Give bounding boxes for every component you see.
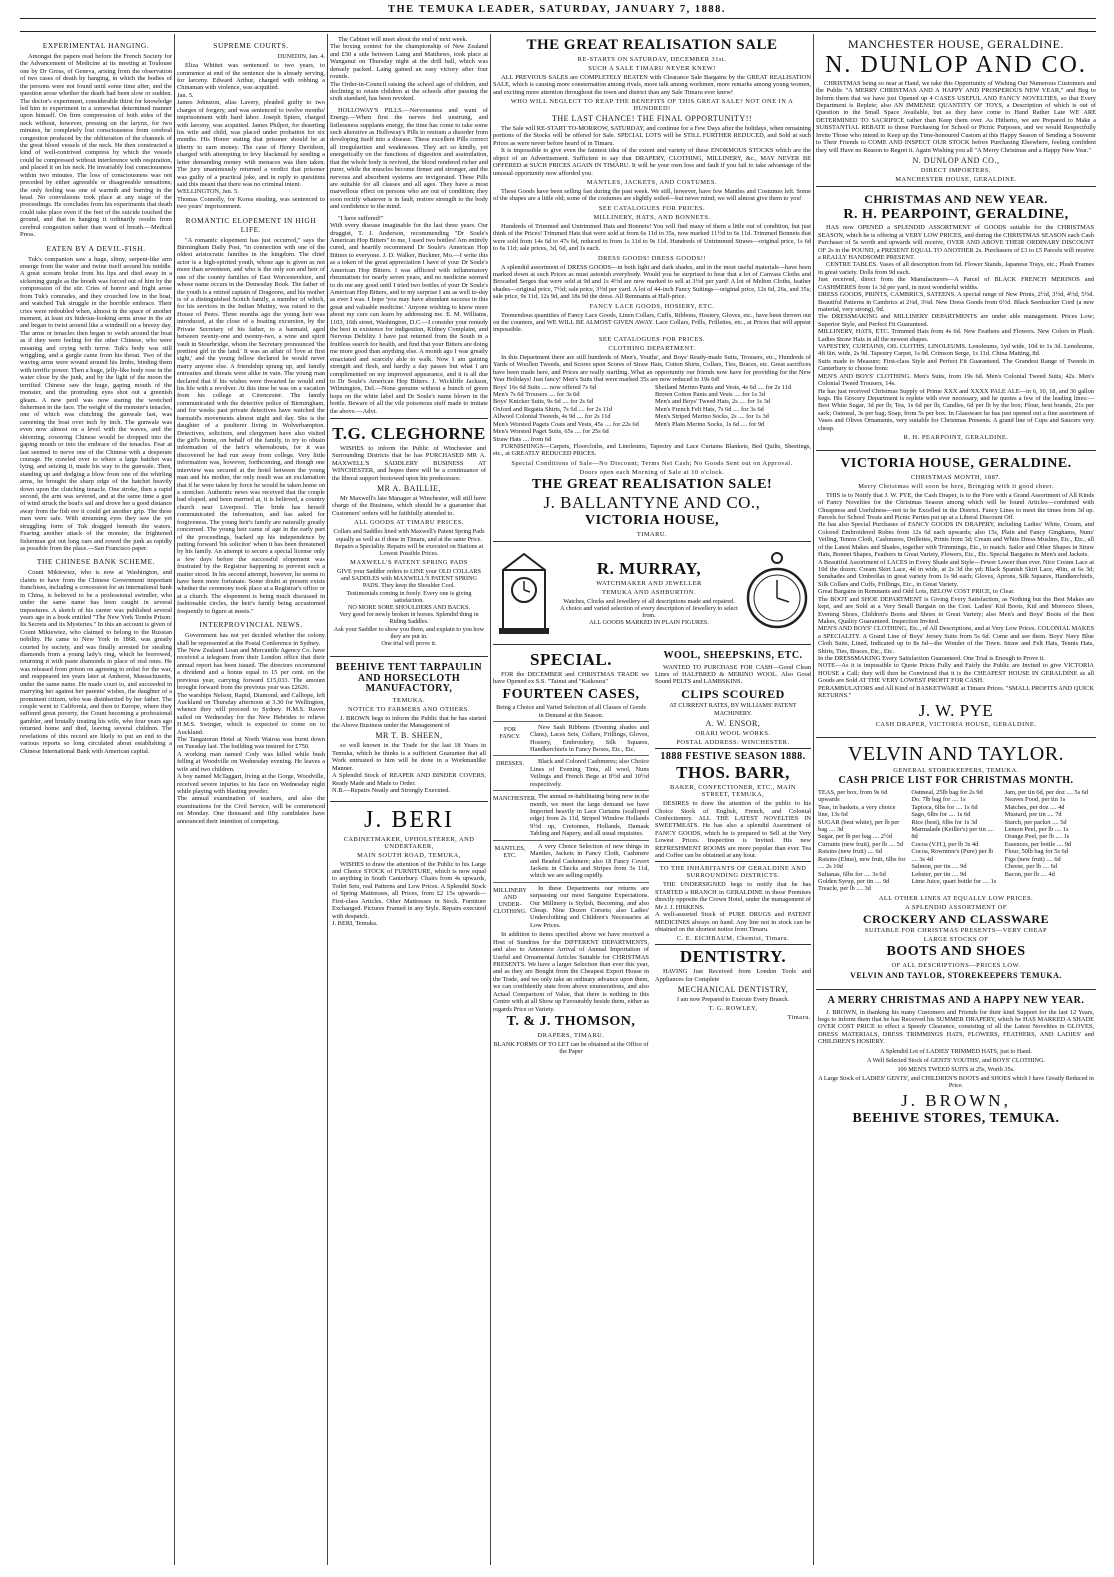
price-item: Men's Worsted Paget Suits, 65s .... for 25s 6d [493,428,609,436]
dateline: DUNEDIN, Jan. 4. [277,53,325,60]
advert-line: Doors open each Morning of Sale at 10 o'clock. [579,468,725,476]
advert-line: OF ALL DESCRIPTIONS—PRICES LOW. [891,962,1021,970]
article-body: Government has not yet decided whether the colony shall be represented at the Postal Conference in Sydney. The New Zealand Loan and Mercantile Agency Co. have received a telegram from their London office that their annual report has been issued. The directors recommend a dividend and a bonus equal to 15 per cent. on the previous year, carrying forward £15,033. The amount brought forward from the previous year was £2626. The warships Nelson, Rapid, Diamond, and Calliope, left Auckland on Thursday afternoon at 3.30 for Wellington, whence they will proceed to Sydney. H.M.S. Raven sailed on Wednesday for the New Hebrides to relieve H.M.S. Swinger, which is expected to come on to Auckland. The Tangatoran Hotel at North Wairoa was burnt down on Tuesday last. The building was insured for £750. A working man named Cody was killed while bush felling at Woodville on Wednesday evening. He leaves a wife and two children. A boy named McTaggart, living at the Gorge, Woodville, received severe injuries to his face on Wednesday night while playing with blasting powder. The annual examination of teachers, and also the examinations for the Civil Service, will be commenced on Monday. One thousand and fifty candidates have announced their intention of competing. [177,632,325,825]
clock-icon [495,550,553,636]
department-row [493,755,649,790]
price-list-left [493,384,649,443]
murray-illustrations [495,550,809,636]
advert-line: BAKER, CONFECTIONER, ETC., MAIN STREET, TEMUKA, [669,784,797,799]
price-item: Starch, per packet .... 5d [1004,818,1067,826]
advert-text: THIS is to Notify that J. W. PYE, the Cash Draper, is to the Fore with a Grand Assortment of All Kinds of Fancy Novelties for the Christmas Season among which will be found Articles—combined with Cheapness and Usefulness—not to be Excelled in the District. Fancy Lines to meet the times from 3d up. Parcels for School Treats and Picnic Parties put up at a Liberal Discount Off. He has also Special Purchases of FANCY GOODS IN DRAPERY, including Ladies' White, Cream, and Colored Embroidered Robes from 12s 6d each upwards; also 15s, Plain and Fancy Ginghams, Nuns' Veiling, Tennis Cloth, Cashmeres, Drillettes, Prints from 3d; Cream and White Dress Muslins, Etc., Etc., all of the Latest Makes and Shades, together with Trimmings, Etc., to match. Sailor and Other Shapes in Straw Hats, Bonnet Shapes, Feathers in Great Variety, Flowers, Etc., Etc. Special Bargains in Men's and Jackets. A Beautiful Assortment of LACES in Every Shade and Style—Fewer Lower than ever. Nice Cream Lace at 10d the dozen; Cream Skirt Lace, 4d in wide, at 2s 3d the yd; Black Spanish Skirt Lace, 40in, at 6s 3d; Sunshades and Umbrellas in great variety from 1s 9d each; Gloves, Aprons, Silk Squares, Handkerchiefs, Silk Collars and Cuffs, Frillings, Etc., in Great Variety. Great Bargains in Remnants and Odd Lots, BELOW COST PRICE, to Clear. The BOOT and SHOE DEPARTMENT is Giving Every Satisfaction, as Nothing but the Best Makes are kept, and are Sold at a Very Small Bargain on the Cost. Ladies' Kid Boots, Kid and Morocco Shoes, Evening Shoes, Children's Boots and Shoes in Great Variety; also Men's and Boys' Boots of the Best Makes, Quality Guaranteed. Inspection Invited. MEN'S AND BOYS' CLOTHING, Etc., of All Descriptions, and at Very Low Prices. COLONIAL MAKES a SPECIALITY. A Grand Line of Boys' Jersey Suits from 5s 6d. Come and see them. Boys' Navy Blue Cloth Suits, Lined, Indicated up to 8s 6d—the Wonder of the Town. Straw and Felt Hats, Tennis Hats, Shirts, Ties, Braces, Etc., Etc. In the DRESSMAKING Every Satisfaction Guaranteed. One Trial is Enough to Prove it. NOTE—As it is impossible to Quote Prices Fully and Fairly the Public are Invited to give VICTORIA HOUSE a Call; they will then be Convinced that it is the CHEAPEST HOUSE IN GERALDINE as all Goods are Sold AT THE VERY LOWEST PROFIT FOR CASH. PERAMBULATORS and All Kind of BASKETWARE at Timaru Prices. "SMALL PROFITS AND QUICK RETURNS." [818,491,1094,700]
price-item: Men's Worsted Pagets Coats and Vests, 45s .... for 22s 6d [493,420,639,428]
advert-title: FOURTEEN CASES, [502,686,640,702]
pocket-watch-icon [745,550,809,636]
advert-text: 100 MEN'S TWEED SUITS at 25s, Worth 35s. [897,1066,1015,1074]
advert-title: 1888 FESTIVE SEASON 1888. [655,748,811,763]
advert-title: J. BERI [363,807,454,834]
price-item: Matches, per doz .... 4d [1004,803,1065,811]
advert-line: ALL OTHER LINES AT EQUALLY LOW PRICES. [878,894,1034,902]
price-list [818,789,1094,893]
advert-text: FURNISHINGS—Carpets, Floorcloths, and Linoleums, Tapestry and Lace Curtains Blankets, Bed Quilts, Sheetings, etc., at GREATLY REDUCED PRICES. [493,442,811,458]
advert-title: BEEHIVE STORES, TEMUKA. [852,1110,1060,1126]
advert-line: SEE CATALOGUES FOR PRICES. [598,335,706,343]
article-title: INTERPROVINCIAL NEWS. [199,620,303,630]
lower-adverts [493,644,811,1057]
advert-title: MR A. BAILLIE, [377,484,441,494]
advert-title: THE GREAT REALISATION SALE! [531,476,773,492]
advert-title: WOOL, SHEEPSKINS, ETC. [663,650,803,661]
advert-text: ALL PREVIOUS SALES are COMPLETELY BEATEN with Clearance Sale Bargains by the GREAT REALISATION SALE, which is causing more consternation among rivals, more talk among workmen, more remarks among young women, and exciting more attention throughout the town and district than any Sale Timaru ever knew! [493,73,811,96]
column-5 [816,36,1096,1563]
price-item: Men's Plain Merino Socks, 1s 6d .... for 9d [655,420,765,428]
advert-text: HAS now OPENED a SPLENDID ASSORTMENT of GOODS suitable for the CHRISTMAS SEASON, which he is offering at VERY LOW PRICES, and during the CHRISTMAS SEASON each Cash Purchaser of 5s worth and upwards will receive, OVER AND ABOVE THEIR ORDINARY DISCOUNT OF 2s in the POUND, a PRESENT EQUAL TO ANOTHER 2s. Purchasers of £3 to £5 Parcels will receive a REALLY HANDSOME PRESENT. [818,224,1094,261]
advert-line: CASH DRAPER, VICTORIA HOUSE, GERALDINE. [875,721,1037,729]
article-title: EATEN BY A DEVIL-FISH. [46,243,146,253]
price-item: Raisins (Elme), new fruit, 6lbs for .... 2s 10d [818,855,906,871]
price-list-column [911,789,1000,893]
advert-subhead: CLOTHING DEPARTMENT. [608,344,696,352]
price-item: Flour, 50lb bag for 5s 6d [1004,848,1068,856]
price-item: Teas, in baskets, a very choice line, 13s 6d [818,803,896,819]
advert-line: MAIN SOUTH ROAD, TEMUKA, [357,851,461,859]
price-list-right [655,384,811,443]
article-title: EXPERIMENTAL HANGING. [42,41,150,50]
right-adverts [655,649,811,1057]
advert-line: TEMUKA AND ASHBURTON. [602,588,696,596]
advert-signature: VELVIN AND TAYLOR, STOREKEEPERS TEMUKA. [850,971,1062,981]
advert-line: TEMUKA. [392,696,426,704]
advert-line: DRAPERS, TIMARU. [537,1031,605,1039]
advert-text: CENTRE TABLES. Vases of all description from 6d. Flower Stands, Japanese Trays, etc.; Plush Frames in great variety. Dolls from 9d each. Just received, direct from the Manufacturers—A Parcel of BLACK FRENCH MERINOS and CASHMERES from 1s 3d per yard, in most wonderful widths. DRESS GOODS, PRINTS, CAMBRICS, SATEENS. A special range of New Prints, 2½d, 3½d, 4½d, 5½d. Beautiful Patterns in Cambrics at 2¼d, 3¼d. New Dress Goods from 6½d. Black Seedsucker Cord (a new material, very strong), 9d. The DRESSMAKING and MILLINERY DEPARTMENTS are under able management. Prices Low; Superior Style, and Perfect Fit Guaranteed. MILLINERY, HATS, ETC. Trimmed Hats from 4s 6d. New Feathers and Flowers. New Colors in Plush. Ladies Straw Hats in all the newest shapes. VAPESTRY, CURTAINS, OIL CLOTHS, LINOLEUMS. Lenoleums, 1yd wide, 10d to 1s 3d. Lenoleums, 4ft 6in. wide, 2s 9d. Tapestry Carpet, 1s 9d. Crimson Serge, 1s 11d. China Matting, 8d. Suits made to Measure; First-class Style and Perfect Fit Guaranteed. The Grandest Range of Tweeds in Canterbury to choose from: MEN'S AND BOYS' CLOTHING. Men's Suits, from 19s 6d. Men's Colonial Tweed Suits, 42s. Men's Colonial Tweed Trousers, 14s. He has just received Christmas Supply of Prime XXX and XXXX PALE ALE—in 6, 10, 18, and 36 gallon kegs. His Grocery Department is replete with ever necessary, and he quotes a few of the leading lines:—Best White Sugar, 3d per lb; Tea, 1s 6d per lb; Candles, 6d per lb by the box; Flour, best brands, 21s per sack; Oatmeal, 3s per bag; Soap, from 5s per box. In Glassware he has just opened out a fine assortment of Vases and Olives Ornaments, very suitable for Christmas Presents. A grand line of Cups and Saucers very cheap. [818,261,1094,432]
advert-line: POSTAL ADDRESS: WINCHESTER. [676,738,790,746]
advert-title: T. & J. THOMSON, [506,1013,636,1029]
advert-line: Special Conditions of Sale—No Discount; Terms Net Cash; No Goods Sent out on Approval. [511,459,793,467]
advert-line: ORARI WOOL WORKS. [695,729,771,737]
article-body: Count Mikiewiez, who is now at Washington, and claims to have from the Chinese Government important franchises, including a concession for an international bank in China, is believed to be a professional swindler, who under the same name has been caught in several impostures. A sketch of his career was published several years ago in a book entitled "The New York Tombs Prison: Its Secrets and its Mysteries." In this an account is given of Count Mikiewiez, who claimed to belong to the Russian nobility. He came to New York in 1868, was greatly courted by society, and was finally arrested for stealing diamonds from a young lady's ring, which he borrowed, returning it with paste diamonds in place of real ones. He was released from prison on agreeing to enlist for the war, and reappeared ten years later at Amherst, Massachusetts, under the same name. He made court to, and succeeded in marrying her against her parents' wishes, the daughter of a prominent citizen, who was disinherited by her father. The couple went to California, and then to Europe, where they suffered great poverty, the Count becoming a professional gambler, and brutally treating his wife, who four years ago returned home and died, leaving several children. The revelations of this record are likely to put an end to the various reports so long circulated about establishing a Chinese International Bank with American capital. [20,569,172,755]
price-item: Cocoa (V.H.), per lb 3s 4d [911,840,979,848]
advert-signature: R. H. PEARPOINT, GERALDINE. [903,434,1009,442]
column-2 [177,36,325,1563]
advert-title: SPECIAL. [530,650,612,669]
advert-line: RE-STARTS ON SATURDAY, DECEMBER 31st. [577,55,727,63]
advert-subhead: MANTLES, JACKETS, AND COSTUMES. [586,178,718,186]
advert-text: FOR the DECEMBER and CHRISTMAS TRADE we have Opened ex S.S. "Tainui and "Kaikoura" [493,670,649,686]
advert-signature: MANCHESTER HOUSE, GERALDINE. [895,176,1017,183]
advert-text: WISHES to draw the attention of the Public to his Large and Choice STOCK of FURNITURE, which is now equal to anything in South Canterbury. Chairs from 4s upwards, Toilet Sets, real Patterns and Low Prices. A Splendid Stock of Spring Mattresses, all Prices, from £2 15s upwards—First-class Articles. Other Mattresses in Stock. Furniture Exchanged. Pictures Framed in any Style. Repairs executed with despatch. J. BERI, Temuka. [332,860,486,927]
advert-title: J. BROWN, [901,1090,1011,1110]
advert-title: THE GREAT REALISATION SALE [526,37,778,53]
advert-signature: DIRECT IMPORTERS, [920,167,992,174]
department-row [493,882,649,932]
price-list-column [818,789,907,893]
price-item: Golden Syrup, per tin .... 9d [818,878,890,885]
department-text: In these Departments our returns are surpassing our most Sanguine Expectations. Our Millinery is Stylish, Becoming, and also Cheap. Nine Dozen Corsets; also Ladies' Underclothing and Children's Necessaries at Low Prices. [530,884,649,929]
price-item: Salmon, per tin .... 9d [911,863,967,871]
advert-subhead: MILLINERY, HATS, AND BONNETS. [593,213,711,221]
price-item: TEAS, per box, from 9s 6d upwards [818,788,888,804]
advert-title: THOS. BARR, [676,763,790,783]
department-label: MANTLES, ETC. [494,844,526,859]
department-label: FOR FANCY. [499,725,521,740]
advert-text: In addition to items specified above we have received a Host of Sundries for the DIFFERENT DEPARTMENTS, and also to Announce Arrival of Annual Importation of Useful and Ornamental Articles Suitable for CHRISTMAS PRESENTS. We have a larger Selection than ever this year, and as they are Bought from the Cheapest Export House in the Trade, and we only take an ordinary advance upon them, we can confidently state from above enumerations, and also Actual Comparison of Value, that there is nothing in this Centre with at all Show up Favourably beside them, either as regards Price or Variety. [493,931,650,1013]
department-row [493,840,649,882]
advert-line: MECHANICAL DENTISTRY, [677,985,789,995]
special-advert [493,649,649,1057]
advert-line: SUITABLE FOR CHRISTMAS PRESENTS—VERY CHEAP [864,927,1048,935]
advert-text: BLANK FORMS OF TO LET can be obtained at the Office of the Paper [493,1040,649,1055]
price-item: Marmalade (Keiller's) per tin .... 8d [911,826,994,841]
department-label: DRESSES. [495,760,525,768]
advert-signature: T. G. ROWLEY, [708,1005,758,1013]
price-item: Raisins (new fruit) .... 6d [818,848,882,856]
department-text: The annual re-habilitating being now in the month, we meet the large demand we have Imported heavily in Lace Curtains (scalloped edge) from 2s 11d, Striped Window Hollands 9½d up, Cretonnes, Hollands, Damask Tabling and Napery, and all usual requisites. [530,793,649,838]
advert-text: I am now Prepared to Execute Every Branch. [676,996,790,1004]
advert-title: T.G. CLEGHORNE [332,424,486,444]
clothing-price-list [493,384,811,443]
advert-line: ALL GOODS AT TIMARU PRICES. [354,519,464,527]
advert-line: WHO WILL NEGLECT TO REAP THE BENEFITS OF THIS GREAT SALE? NOT ONE IN A HUNDRED! [510,98,794,113]
column-divider [327,34,328,1565]
advert-title: DENTISTRY. [655,944,811,966]
advert-subhead: DRESS GOODS! DRESS GOODS!! [598,254,706,262]
advert-signature: N. DUNLOP AND CO., [912,156,1000,165]
advert-text: J. BROWN begs to inform the Public that he has started the Above Business under the Management of [332,714,486,730]
advert-subhead: FANCY LACE GOODS, HOSIERY, ETC. [589,302,715,310]
advert-text: HAVING Just Received from London Tools and Appliances for Complete [655,968,811,983]
advert-title: CROCKERY AND CLASSWARE [862,911,1050,926]
price-item: Tapioca, 6lbs for .... 1s 6d [911,803,978,811]
velvin-taylor-advert [816,737,1096,986]
article-body: The Cabinet will meet about the end of next week. The boxing contest for the championship of New Zealand and £50 a side between Laing and Matthews, took place at Wanganui on Thursday night at the drill hall, which was densely packed. Laing gained an easy victory after four rounds. The Order-in-Council raising the school age of children, and declining to retain children at the schools after passing the sixth standard, has been revoked. [330,36,488,103]
price-item: Treacle, per lb .... 3d [818,885,871,893]
department-text: New Sash Ribbons (Evening shades and Clans), Laces Sets, Collars, Frillings, Gloves, Hosiery, Embroidery, Silk Squares, Handkerchiefs in Fancy Boxes, Etc., Etc. [530,723,649,754]
price-item: Lemon Peel, per lb .... 1s [1004,826,1069,834]
advert-subhead: TO THE INHABITANTS OF GERALDINE AND SURROUNDING DISTRICTS. [655,861,811,879]
advert-text: Mr Maxwell's late Manager at Winchester, will still have charge of the Business, which should be a guarantee that Customers' orders will be faithfully attended to. [332,495,486,517]
advert-text: J. BROWN, in thanking his many Customers and Friends for their kind Support for the last 12 Years, begs to inform them that he has Received his SUMMER DRAPERY, which he HAS MARKED A SHADE OVER COST PRICE to effect a Speedy Clearance, consisting of all the Latest Novelties in GLOVES, DRESS MATERIALS, DRESS TRIMMINGS HATS, FLOWERS, FEATHERS, AND LADIES' and CHILDREN'S HOSIERY. [818,1008,1094,1046]
column-1 [20,36,172,1563]
department-row [493,721,649,756]
advert-line: LARGE STOCKS OF [923,936,989,944]
article-body: Amongst the papers read before the French Society for the Advancement of Medicine at its meeting at Toulouse one by Dr Gross, of Geneva, arising from the observation of two cases of death by hanging, in which the bodies of the persons were not found until some time after, and the question arose whether the death had been slow or sudden. The doctor's experiment, considerable thirst for knowledge led him to experiment in a somewhat determined manner upon himself. On firm compression of both sides of the neck without, however, pressing on the larynx, for two minutes, he completely lost consciousness from cerebral congestion produced by the obliteration of the channels of the great blood vessels of the neck. He then constructed a kind of well-contrived compress by which the vessels could be compressed without interference with respiration, and placed it on his neck. He invariably lost consciousness within two minutes. The loss of consciousness was not preceded by either agreeable or disagreeable sensations; the only feeling was one of warmth and burning in the head. No convulsions took place at any stage of the proceedings. He concludes from his experiments that death could take place even if the feet of the suicide touched the ground, and that in hanging it ordinarily results from cerebral congestion rather than want of breath.—Medical Press. [20,53,172,239]
price-item: Sugar, per lb per bag .... 2½d [818,833,892,841]
price-item: Cheese, per lb .... 6d [1004,863,1058,871]
article-body: Tuk's companion saw a huge, slimy, serpent-like arm emerge from the water and twine itself around his middle. A great scream broke from his lips and died away in a sickening gurgle as the breath was forced out of him by the compression of the stir. Cries of horror and fright arose from Tuk's comrades, and they crouched low in the boat, and watched Tuk struggle in the horrible embrace. Their cries were redoubled when, almost in the space of another moment, at least six hideous-looking arms arose in the air and began to twist around like a windmill on a breezy day. The arms or tenacles then began to swish around the boat as if they were feeling for the other Chinese, who were moaning and crying with terror. Tuk's body was still wriggling, and a gurgle came from his throat. Two of the waving arms were wound around his limbs, binding them with terrific power. Then a huge, jelly-like body rose in the water close by the junk, and by the light of the moon the terrified Chinese saw the huge, gaping mouth of the monster, and the protruding eyes shot out a greenish gleam. A new peril was now staring the wretched fishermen in the face. The weight of the monster's tenacles, one of which was clutching the gunwale fast, was careening the boat over inch by inch. The gunwale was even now almost on a level with the waves, and the shivering, cowering Chinese would be dropped into the gaping mouth or into the embrace of the tenacles. Fear at last seemed to nerve one of the Chinese with a desperate courage. He crawled over to where a large hatchet was lying, and seizing it, made his way to the gunwale. Then, standing up and dodging a blow from one of the whirling arms, he brought the sharp edge of the hatchet heavily down upon the clutching tenacle. One stroke, then a rapid second, the arm was severed, and at the same time a gust of wind struck the boat's sail and drove her a good distance away from the fish ere it could get another grip. The three men were safe. With streaming eyes they saw the yet struggling form of Tuk dragged beneath the waters. Fearing another attack of the monster, the frightened fisherman got out long oars and rowed the junk as rapidly as possible from the place.—San Francisco paper. [20,255,172,552]
advert-title: N. DUNLOP AND CO. [825,51,1087,78]
department-label: MANCHESTER. [493,795,537,803]
beehive-advert [330,656,488,798]
price-item: Orange Peel, per lb .... 1s [1004,833,1070,841]
price-item: Rice (best), 6lbs for 1s 3d [911,818,978,826]
advert-text: "I have suffered!" With every disease imaginable for the last three years. Our druggist, T. J. Anderson, recommending "Dr Soule's American Hop Bitters" to me, I used two bottles! Am entirely cured, and heartily recommend Dr Soule's American Hop Bitters to everyone. J. D. Walker, Buckner, Mo.—I write this as a token of the great appreciation I have of your Dr Soule's American Hop Bitters. I was afflicted with inflammatory rheumatism for nearly seven years, and no medicine seemed to do me any good until I tried two bottles of your Dr Soule's American Hop Bitters, and to my surprise I am as well to-day as ever I was. I hope 'you may have abundant success in this great and valuable medicine.' Anyone wishing to know more about my cure can learn by addressing me. E. M. Williams, 1103, 16th street, Washington, D.C.—I consider your remedy the best in existence for indigestion, Kidney Complaint, and Nervous Debility. I have just returned from the South in a fruitless search for health, and find that your Bitters are doing me more good than anything else. A month ago I was greatly emaciated and scarcely able to walk. Now I am gaining strength and flesh, and hardly a day passes but what I am complimented on my improved appearance, and it is all due to Dr Soule's American Hop Bitters. J. Wickliffe Jackson, Wilmington, Del.—None genuine without a bunch of green hops on the white label and Dr Soule's name blown in the bottle. Beware of all the vile poisonous stuff made to imitate the above.—Advt. [330,214,488,415]
department-label: MILLINERY AND UNDER-CLOTHING. [493,886,527,916]
advert-text: A Well Selected Stock of GENTS' YOUTHS', and BOYS' CLOTHING. [867,1056,1045,1064]
price-item: SUGAR (best white), per lb per bag .... 3d [818,818,900,834]
advert-line: SUCH A SALE TIMARU NEVER KNEW! [588,64,716,72]
advert-text: HOLLOWAY'S PILLS.—Nervousness and want of Energy.—When first the nerves feel unstrung, and listlessness supplants energy, the time has come to take some such alterative as Holloway's Pills to restrain a disorder from developing itself into a disease. These excellent Pills correct all irregularities and weaknesses. They act so kindly, yet energetically on the functions of digestion and assimilation, that the whole body is revived, the blood rendered richer and purer, while the muscles become firmer and stronger, and the nervous and absorbent systems are invigorated. These Pills are suitable for all classes and all ages. They have a most marvellous effect on persons who are out of condition; they soon rectify whatever is in fault, restore strength to the body and confidence to the mind. [330,106,488,211]
column-divider [490,34,491,1565]
advert-text: A Splendid Lot of LADIES' TRIMMED HATS, just to Hand. [880,1047,1032,1055]
price-item: Men's Striped Merino Socks, 2s .... for 1s 3d [655,413,769,421]
column-divider [174,34,175,1565]
advert-line: A SPLENDID ASSORTMENT OF [905,903,1007,911]
price-item: Currants (new fruit), per lb .... 5d [818,840,904,848]
department-list [493,721,649,932]
department-text: A very Choice Selection of new things in Mantles, Jackets in Fancy Cloth, Cashmere and Beaded Cashmere; also 18 Fancy Covert Jackets in Checks and Stripes from 3s 11d, which we are selling rapidly. [530,842,649,880]
advert-text: These Goods have been selling fast during the past week. We still, however, have few Mantles and Costumes left. Some of the shapes are a little old; some of the costumes are slightly soiled—but never mind; we will almost give them to you! [493,187,811,203]
advert-line: SEE CATALOGUES FOR PRICES. [598,204,706,212]
advert-line: TIMARU. [636,531,668,538]
price-item: Boys' 16s 6d Suits .... now offered 7s 6d [493,383,596,391]
price-item: Men's 7s 6d Trousers .... for 3s 6d [493,390,580,398]
advert-line: GENERAL STOREKEEPERS, TEMUKA. [893,767,1019,775]
advert-title: MAXWELL'S PATENT SPRING PADS [350,559,468,567]
price-item: Do. 7lb bag for .... 1s [911,796,966,804]
advert-title: MANCHESTER HOUSE, GERALDINE. [848,37,1064,51]
column-3 [330,36,488,1563]
advert-line: NOTICE TO FARMERS AND OTHERS. [348,705,470,713]
advert-line: Merry Christmas will soon be here, Bringing with it good cheer. [858,482,1054,490]
advert-title: CHRISTMAS AND NEW YEAR. [864,192,1048,206]
article-body: Eliza Whittet was sentenced to two years, to commence at end of the sentence she is already serving, for larceny. Edward Arthur, charged with robbing a Chinaman with violence, was acquitted. Jan. 5. James Johnston, alias Lavery, pleaded guilty to two charges of forgery, and was sentenced to twelve months' imprisonment with hard labor. Joseph Spiers, charged with larceny, was acquitted. James Philpot, for deserting his wife and child, was placed under probation for six months. His Honor stating that prisoner should be at liberty to earn money. The case of Henry Davidson, charged with attempting to levy blackmail by sending a letter demanding money with menaces was then taken. The jury unanimously returned a verdict that prisoner was guilty of a practical joke, and in reply to questions said this meant that there was no criminal intent. WELLINGTON, Jan. 5. Thomas Connolly, for Korea stealing, was sentenced to two years' imprisonment. [177,62,325,211]
advert-title: BEEHIVE TENT TARPAULIN AND HORSECLOTH MANUFACTORY, [335,662,483,695]
advert-text: AT CURRENT RATES, BY WILLIAMS' PATENT MACHINERY. [669,702,797,717]
advert-line: THE LAST CHANCE! THE FINAL OPPORTUNITY!! [551,114,753,124]
article-title: SUPREME COURTS. [213,41,289,50]
pearpoint-advert [816,186,1096,447]
advert-text: WISHES to inform the Public of Winchester and Surrounding Districts that he has PURCHASED MR A. MAXWELL'S SADDLERY BUSINESS AT WINCHESTER, and hopes there will be a continuance of the liberal support bestowed upon his predecessor. [332,444,486,482]
advert-text: DESIRES to draw the attention of the public to his Choice Stock of English, French, and Colonial Confectionery. ALL THE LATEST NOVELTIES IN SWEETMEATS. He has also a splendid Assortment of FANCY GOODS, which he is prepared to Sell at the Very Lowest Prices. Inspection is Invited. His new REFRESHMENT ROOMS are more popular than ever. Tea and Coffee can be obtained at any hour. [655,800,811,860]
beri-advert [330,801,488,931]
price-item: Boys' Knicker Suits, 9s 6d .... for 2s 6d [493,398,594,406]
price-item: Neaves Food, per tin 1s [1004,796,1066,804]
advert-text: GIVE your Saddler orders to LINE your OLD COLLARS and SADDLES with MAXWELL'S PATENT SPRING PADS. They keep the Shoulder Cool. Testimonials coming in freely. Every one is giving satisfaction. NO MORE SORE SHOULDERS AND BACKS. Very good for newly broken in horses. Splendid thing in Riding Saddles. Ask your Saddler to show you them, and explain to you how they are put in. One trial will prove it. [333,568,485,647]
advert-text: CHRISTMAS being so near at Hand, we take this Opportunity of Wishing Our Numerous Customers and the Public "A MERRY CHRISTMAS AND A HAPPY AND PROSPEROUS NEW YEAR," and Beg to Inform them that we have just Opened up 4 CASES USEFUL AND FANCY NOVELTIES, so that Every Department is Replete; also AN IMMENSE QUANTITY OF TOYS, a Description of which is out of Question in the Small Space Available, but as they have come to Hand Rather Late WE ARE DETERMINED TO SACRIFICE rather than Keep them over. As Hitherto, we are Prepared to Make a SUBSTANTIAL REBATE to those Purchasing for School or Picnic Purposes, and we would Respectfully Invite Those who intend to Keep up the Time-honoured Custom at this Happy Season of Sending a Souvenir to Their Friends to COME AND INSPECT OUR STOCK before Purchasing Elsewhere, feeling confident they will Have no Reason to Regret it. Again Wishing you all "A Merry Christmas and a Happy New Year." [816,79,1096,154]
advert-title: J. BALLANTYNE AND CO., [543,493,761,513]
department-row [493,790,649,840]
advert-line: WATCHMAKER AND JEWELLER [596,579,702,587]
price-item: Oatmeal, 25lb bag for 2s 9d [911,788,983,796]
advert-title: MR T. B. SHEEN, [375,731,443,741]
masthead-rule [20,18,1096,19]
price-item: Figs (new fruit) .... 6d [1004,855,1061,863]
masthead: THE TEMUKA LEADER, SATURDAY, JANUARY 7, 1888. [387,4,727,15]
price-item: Shetland Merino Pants and Vests, 4s 6d .... for 2s 11d [655,383,792,391]
price-item: Jam, per tin 6d, per doz .... 5s 6d [1004,788,1089,796]
advert-line: Timaru. [787,1014,811,1022]
advert-title: A. W. ENSOR, [705,718,761,728]
price-item: Sago, 6lbs for .... 1s 6d [911,811,971,819]
advert-title: J. W. PYE [918,700,994,720]
column-4 [493,36,811,1563]
price-item: Lobster, per tin .... 9d [911,870,967,878]
price-item: Men's French Felt Hats, 7s 6d .... for 3s 6d [655,405,764,413]
advert-text: so well known in the Trade for the last 18 Years in Temuka, which he thinks is a sufficient Guarantee that all Work entrusted to him will be done in a Workmanlike Manner. A Splendid Stock of REAPER AND BINDER COVERS, Ready Made and Made to Order. N.B.—Repairs Neatly and Strongly Executed. [332,742,486,794]
price-item: Men's and Boys' Tweed Hats, 2s .... for 1s 3d [655,398,770,406]
column-top-rule [20,31,1096,32]
advert-text: Being a Choice and Varied Selection of all Classes of Goods in Demand at this Season. [496,704,646,719]
advert-title: R. H. PEARPOINT, GERALDINE, [843,206,1069,222]
advert-text: A splendid assortment of DRESS GOODS—in both light and dark shades, and in the most useful materials—have been marked down at such Prices as must astonish everybody. Would you be surprised to hear that a lot of Canvass Cloths and Brocaded Serges that were sold at 9d and 1s 4½d are now marked to sell at 3½d per yard! A lot of Melton Cloths, leather shades—original price, 7½d; sale price, 3½d per yard. A lot of 44-inch Fancy Suitings—original price, 12s 6d, 26s, and 35s; sale price, 9s 11d, 12s 9d, and 18s 9d the dress. All Remnants at Half-price. [493,263,811,301]
column-divider [813,34,814,1565]
advert-text: Watches, Clocks and Jewellery of all descriptions made and repaired. A choice and varied selection of every description of Jewellery to select from. ALL GOODS MARKED IN PLAIN FIGURES. [560,597,738,627]
advert-text: The Sale will RE-START TO-MORROW, SATURDAY, and continue for a Few Days after the holidays, when remaining portions of the Stocks will be offered for Sale. SPECIAL LOTS will be STILL FURTHER REDUCED, and Sold at such Prices as were never before heard of in Timaru. [493,125,811,147]
advert-line: CHRISTMAS MONTH, 1887. [910,473,1002,481]
advert-text: WANTED TO PURCHASE FOR CASH—Good Clean Lines of HALFBRED & MERINO WOOL. Also Good Sound PELTS and LAMBSKINS. [655,663,811,686]
advert-title: VICTORIA HOUSE, GERALDINE. [840,456,1072,472]
brown-advert [816,989,1096,1132]
price-item: Straw Hats .... from 6d [493,435,552,443]
advert-signature: C. E. EICHBAUM, Chemist, Timaru. [676,935,790,943]
price-list-column [1005,789,1094,893]
price-item: Mustard, per tin .... 7d [1004,811,1062,819]
advert-text: THE UNDERSIGNED begs to notify that he has STARTED a BRANCH in GERALDINE in those Premises directly opposite the Crown Hotel, under the management of Mr J. J. HISKENS. A well-assorted Stock of PURE DRUGS and PATENT MEDICINES always on hand. Any line not in stock can be obtained on the shortest notice from Timaru. [655,881,811,933]
murray-advert [493,541,811,644]
price-item: Sultanas, 6lbs for .... 3s 6d [818,870,886,878]
article-body: "A romantic elopement has just occurred," says the Birmingham Daily Post, "in connection with one of the oldest aristocratic families in the kingdom. The chief actor is a high-spirited youth, whose age is given as not more than seventeen, and who is the only son and heir of one of the county families of East Worcestershire, and whose name occurs in the Domesday Book. The father of the youth is a retired captain of Dragoons, and his mother is of a distinguished Scotch family, a member of which, for his services in the Indian Mutiny, was raised to the House of Peers. Three months ago the young heir was introduced, at the close of a boating excursion, by the Private Secretary of his father, to a barmaid, aged between twenty-one and twenty-two, a wine and spirit vault in Stourbridge, whom the Secretary pronounced 'the prettiest girl in the land.' It was an affair of 'love at first sight,' and the young fellow declared he would never marry anyone else. A friendship sprang up, and family entreaties and threats were alike in vain. The young man declared that if his wishes were thwarted he would end his life with a revolver. At this time he was on a vacation from his college at Cirencester. The family communicated with the detective police of Birmingham, and for weeks past private detectives have watched the barmaid's movements almost night and day. She is the daughter of a poulterer living in Wolverhampton. Detectives, solicitors, and clergymen have also visited the girl's home, on behalf of the family, to try to obtain information of the heir's whereabouts, for it was discovered he had run away from college. Very little information was, however, forthcoming, and though one interview was secured at the hotel between the young man and his mother, the only result was an exclamation that if he were taken by force he would be taken home on a stretcher. Authentic news was received that the couple had eloped, and been married at, it is believed, a country church near Liverpool. The bride has herself communicated the information, and has asked for forgiveness. The young heir's family are naturally greatly concerned. The young heir came of age in the early part of the proceedings, backed up his independence by putting forward 'his solicitor' when it has been threatened by his family. An attempt to secure a special license only a few days before the successful elopement was frustrated by the Registrar happening to prevent such a matter stood. In his second attempt, however, he seems to have been more fortunate. Some doubt at present exists whether the ceremony took place at a Registrar's office or at a church. The elopement is being much discussed in fashionable circles, the heir's family being accustomed frequently to figure at meets." [177,236,325,615]
price-item: Essences, per bottle .... 9d [1004,840,1072,848]
department-text: Black and Colored Cashmeres; also Choice Lines of Evening Tints, all wool, Nuns Veilings and French Bege at 8½d and 10½d respectively. [530,758,649,788]
article-title: THE CHINESE BANK SCHEME. [36,557,156,567]
advert-title: CLIPS SCOURED [681,686,785,701]
advert-title: VELVIN AND TAYLOR. [847,743,1065,766]
advert-title: R. MURRAY, [596,558,702,578]
price-item: Cocoa, Rowntree's (Pure) per lb .... 3s 4d [911,848,994,863]
price-item: Bacon, per lb .... 4d [1004,870,1055,878]
victoria-house-advert [816,450,1096,734]
cleghorne-advert [330,418,488,653]
advert-text: A Large Stock of LADIES' GENTS', and CHILDREN'S BOOTS and SHOES which I have Greatly Reduced in Price. [818,1075,1094,1090]
advert-text: It is impossible to give even the faintest idea of the extent and variety of these ENORMOUS STOCKS which are the object of an Advertisement. Sufficient to say that DRAPERY, CLOTHING, MILLINERY, &c., MAY NEVER BE OFFERED at SUCH PRICES AGAIN IN TIMARU. It will be your own loss and fault if you fail to take advantage of the unusual opportunity now afforded you. [493,147,811,177]
price-item: Allwool Colonial Tweeds, 4s 9d .... for 2s 11d [493,413,611,421]
advert-text: Collars and Saddles lined with Maxwell's Patent Spring Pads equally as well as if done in Timaru, and at the same Price. Repairs a Speciality. Repairs will be executed on Stations at Lowest Possible Prices. [333,528,485,557]
advert-title: A MERRY CHRISTMAS AND A HAPPY NEW YEAR. [827,995,1085,1007]
price-item: Brown Cotton Pants and Vests .... for 1s 3d [655,390,765,398]
advert-line: CABINETMAKER, UPHOLSTERER, AND UNDERTAKER, [343,835,475,850]
price-item: Lime Juice, quart bottle for .... 1s [911,878,997,885]
advert-title: CASH PRICE LIST FOR CHRISTMAS MONTH. [838,775,1074,787]
advert-text: Tremendous quantities of Fancy Lace Goods, Linen Collars, Cuffs, Ribbons, Hosiery, Gloves, etc., have been thrown out on the counters, and WE WILL BE ALMOST GIVEN AWAY. Lace Collars, Frills, Frillettes, etc., at Prices that will appear impossible. [493,311,811,334]
price-item: Oxford and Regatta Shirts, 7s 6d .... for 2s 11d [493,405,613,413]
advert-title: BOOTS AND SHOES [886,944,1026,960]
advert-title: VICTORIA HOUSE, [584,513,720,529]
advert-text: In this Department there are still hundreds of Men's, Youths', and Boys' Ready-made Suits, Trousers, etc., Hundreds of Yards of Woollen Tweeds, and Scores upon Scores of Straw Hats, Cotton Shirts, Collars, Ties, Braces, etc. Great sacrifices have been made here, and Prices are really startling. What an opportunity our friends now have for providing for the New Year Holidays! Just fancy! Men's Suits that were marked 35s are now reduced to 19s 6d! [493,353,811,384]
advert-text: Hundreds of Trimmed and Untrimmed Hats and Bonnets! You will find many of them a little out of condition, but just think of the Prices! Trimmed Hats that were sold at from 6s 11d to 35s, now marked 11½d to 6s 11d. Trimmed Bonnets that were sold from 14s 6d to 47s 6d, reduced to from 1s 11d to 9s 11d. Hundreds of Untrimmed Straws—original price, 1s 6d to 6s 11d; sale prices, 3d, 6d, and 1s each. [493,222,811,253]
article-title: ROMANTIC ELOPEMENT IN HIGH LIFE. [185,215,317,234]
